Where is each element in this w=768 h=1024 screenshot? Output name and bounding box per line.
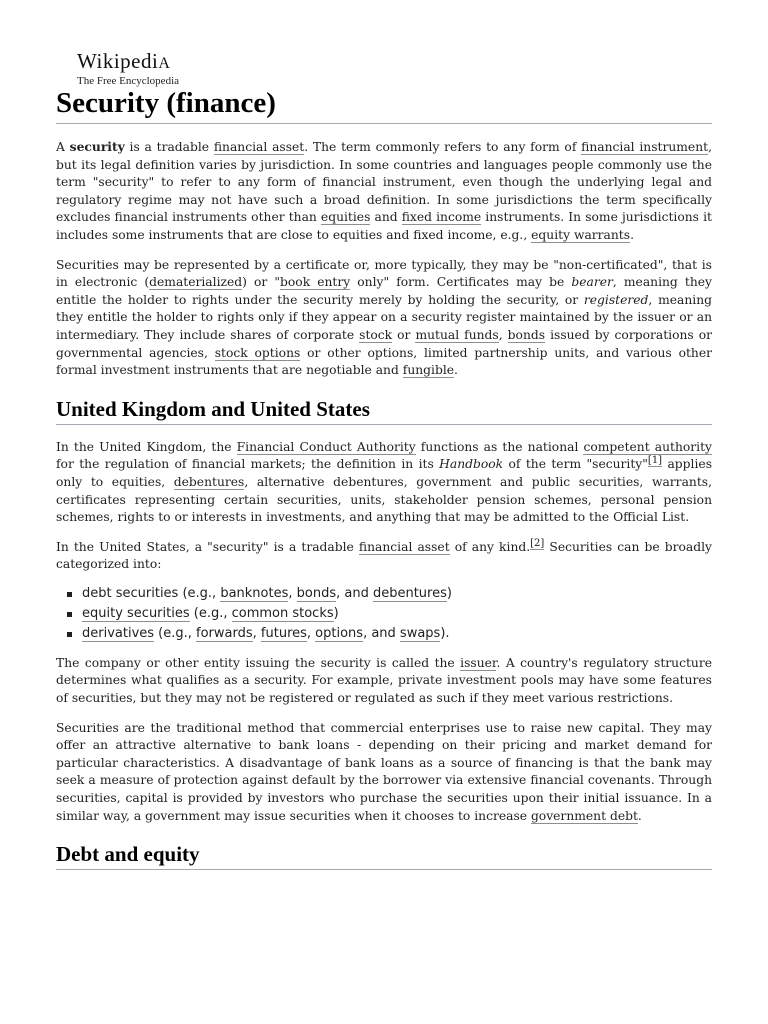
link-banknotes[interactable]: banknotes xyxy=(220,585,289,601)
bold-term: security xyxy=(69,139,125,154)
us-paragraph: In the United States, a "security" is a tradable financial asset of any kind.[2] Securities can be broadly categorized into: xyxy=(56,537,712,572)
link-fixed-income[interactable]: fixed income xyxy=(401,210,482,225)
link-dematerialized[interactable]: dematerialized xyxy=(149,275,243,290)
link-common-stocks[interactable]: common stocks xyxy=(231,606,334,622)
link-financial-asset[interactable]: financial asset xyxy=(213,140,305,154)
link-stock[interactable]: stock xyxy=(359,327,393,342)
reference-1[interactable]: [1] xyxy=(647,455,663,467)
link-debentures[interactable]: debentures xyxy=(173,474,245,489)
reference-2[interactable]: [2] xyxy=(530,537,545,549)
italic-registered: registered xyxy=(583,292,649,307)
italic-bearer: bearer xyxy=(571,275,613,290)
link-financial-asset-2[interactable]: financial asset xyxy=(358,539,450,554)
link-stock-options[interactable]: stock options xyxy=(214,345,301,360)
intro-paragraph-2: Securities may be represented by a certificate or, more typically, they may be "non-certificated", that is in electronic (dematerialized) or "book entry only" form. Certificates may be bearer, meaning they entitle the holder to rights under the security merely by holding the security, or registered, meaning they entitle the holder to rights only if they appear on a security register maintained by the issuer or an intermediary. They include shares of corporate stock or mutual funds, bonds issued by corporations or governmental agencies, stock options or other options, limited partnership units, and various other formal investment instruments that are negotiable and fungible. xyxy=(56,257,712,378)
list-item-derivatives: derivatives (e.g., forwards, futures, options, and swaps). xyxy=(82,624,712,644)
article-content xyxy=(56,84,712,870)
link-financial-instrument[interactable]: financial instrument xyxy=(581,140,709,154)
link-equities[interactable]: equities xyxy=(320,210,371,225)
link-options[interactable]: options xyxy=(315,626,364,642)
link-issuer[interactable]: issuer xyxy=(460,655,497,670)
capital-paragraph: Securities are the traditional method that commercial enterprises use to raise new capital. They may offer an attractive alternative to bank loans - depending on their pricing and market demand for particular characteristics. A disadvantage of bank loans as a source of financing is that the bank may seek a measure of protection against default by the borrower via extensive financial covenants. Through securities, capital is provided by investors who purchase the securities upon their initial issuance. In a similar way, a government may issue securities when it chooses to increase government debt. xyxy=(56,720,712,823)
link-bonds[interactable]: bonds xyxy=(507,327,546,342)
link-competent-authority[interactable]: competent authority xyxy=(583,439,712,454)
wikipedia-logo[interactable] xyxy=(77,50,179,87)
link-futures[interactable]: futures xyxy=(260,626,307,642)
link-government-debt[interactable]: government debt xyxy=(530,808,638,823)
link-derivatives[interactable]: derivatives xyxy=(82,626,155,642)
italic-handbook: Handbook xyxy=(439,457,504,472)
uk-paragraph: In the United Kingdom, the Financial Conduct Authority functions as the national competent authority for the regulation of financial markets; the definition in its Handbook of the term "security"[1] applies only to equities, debentures, alternative debentures, government and public securities, warrants, certificates representing certain securities, units, stakeholder pension schemes, personal pension schemes, rights to or interests in investments, and anything that may be admitted to the Official List. xyxy=(56,439,713,525)
page-title: Security (finance) xyxy=(56,84,712,124)
link-bonds-2[interactable]: bonds xyxy=(296,585,337,601)
link-equity-securities[interactable]: equity securities xyxy=(82,606,190,622)
list-item-equity: equity securities (e.g., common stocks) xyxy=(82,604,712,624)
link-forwards[interactable]: forwards xyxy=(196,626,253,642)
logo-wordmark xyxy=(77,50,179,75)
securities-category-list xyxy=(56,584,712,645)
intro-paragraph-1: A security is a tradable financial asset. The term commonly refers to any form of financial instrument, but its legal definition varies by jurisdiction. In some countries and languages people commonly use the term "security" to refer to any form of financial instrument, even though the underlying legal and regulatory regime may not have such a broad definition. In some jurisdictions the term specifically excludes financial instruments other than equities and fixed income instruments. In some jurisdictions it includes some instruments that are close to equities and fixed income, e.g., equity warrants. xyxy=(56,139,712,242)
section-heading-uk-us: United Kingdom and United States xyxy=(56,395,712,425)
logo-wordmark-main: Wikipedi xyxy=(77,49,159,73)
link-equity-warrants[interactable]: equity warrants xyxy=(531,227,631,242)
link-book-entry[interactable]: book entry xyxy=(280,275,351,290)
list-item-debt: debt securities (e.g., banknotes, bonds, and debentures) xyxy=(82,584,712,604)
section-heading-debt-equity: Debt and equity xyxy=(56,840,712,870)
link-mutual-funds[interactable]: mutual funds xyxy=(415,327,499,342)
link-financial-conduct-authority[interactable]: Financial Conduct Authority xyxy=(236,439,416,454)
link-fungible[interactable]: fungible xyxy=(402,363,455,378)
issuer-paragraph: The company or other entity issuing the security is called the issuer. A country's regulatory structure determines what qualifies as a security. For example, private investment pools may have some features of securities, but they may not be registered or regulated as such if they meet various restrictions. xyxy=(56,655,712,705)
logo-wordmark-end: A xyxy=(158,55,171,72)
link-debentures-2[interactable]: debentures xyxy=(372,585,447,601)
link-swaps[interactable]: swaps xyxy=(399,626,441,642)
logo-tagline: The Free Encyclopedia xyxy=(77,75,180,87)
